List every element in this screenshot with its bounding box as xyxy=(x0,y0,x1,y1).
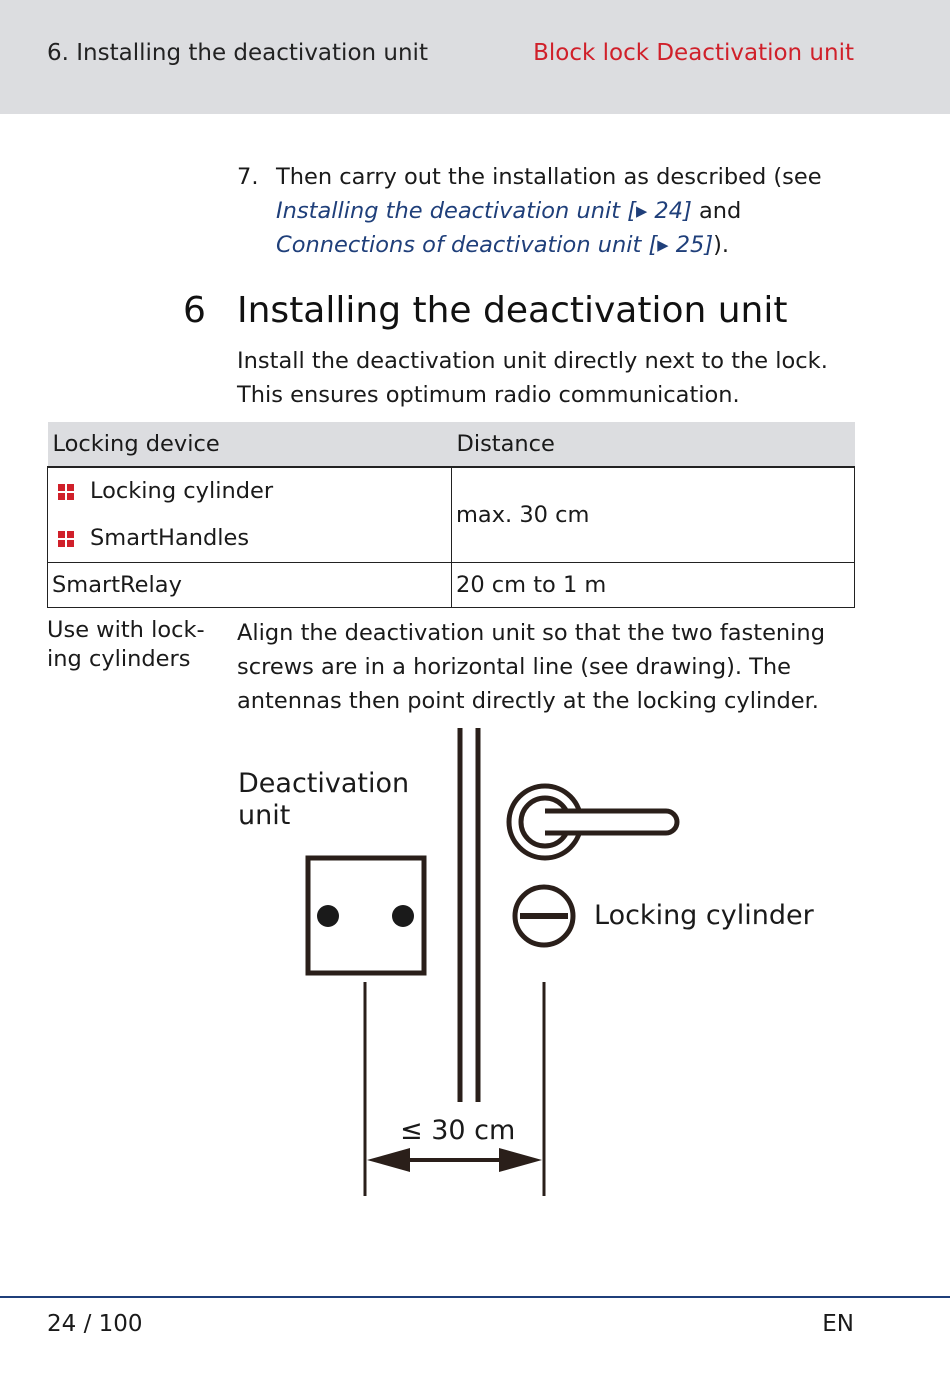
dimension-arrow-left-head xyxy=(367,1148,410,1172)
step-text-mid: and xyxy=(691,198,742,224)
bullet-icon xyxy=(58,531,74,547)
list-item xyxy=(52,515,447,562)
xref-installing-link[interactable]: Installing the deactivation unit [▸ 24] xyxy=(276,198,692,224)
table-row xyxy=(48,467,855,563)
step-text-before: Then carry out the installation as described (see xyxy=(276,164,822,190)
step-number: 7. xyxy=(237,164,259,190)
label-distance: ≤ 30 cm xyxy=(400,1115,516,1146)
table-cell-distance: max. 30 cm xyxy=(452,467,855,563)
table-header-row xyxy=(48,422,855,467)
device-list xyxy=(52,468,447,562)
section-number: 6 xyxy=(183,290,206,331)
handle-lever-icon xyxy=(545,811,677,833)
table-cell-distance: 20 cm to 1 m xyxy=(452,563,855,608)
distance-table xyxy=(47,422,855,608)
device-name: Locking cylinder xyxy=(90,478,274,504)
section-title: Installing the deactivation unit xyxy=(237,290,788,331)
usage-text: Align the deactivation unit so that the two fastening screws are in a horizontal line (see drawing). The antennas then point directly at the locking cylinder. xyxy=(237,620,825,714)
table-row xyxy=(48,563,855,608)
label-deactivation-unit: Deactivation unit xyxy=(238,768,410,831)
page-number: 24 / 100 xyxy=(47,1311,143,1337)
table-header-distance: Distance xyxy=(452,422,855,467)
table-header-device: Locking device xyxy=(48,422,452,467)
list-item xyxy=(52,468,447,515)
fastening-screw-right xyxy=(392,905,414,927)
footer-divider xyxy=(0,1296,950,1298)
table-cell-devices xyxy=(48,467,452,563)
step-text-after: ). xyxy=(713,232,730,258)
header-chapter: 6. Installing the deactivation unit xyxy=(47,40,428,66)
fastening-screw-left xyxy=(317,905,339,927)
usage-label: Use with lock-ing cylinders xyxy=(47,617,205,672)
language-code: EN xyxy=(822,1311,854,1337)
label-locking-cylinder: Locking cylinder xyxy=(594,900,814,931)
section-intro: Install the deactivation unit directly next to the lock. This ensures optimum radio communication. xyxy=(237,348,828,408)
xref-connections-link[interactable]: Connections of deactivation unit [▸ 25] xyxy=(276,232,714,258)
dimension-arrow-right-head xyxy=(499,1148,542,1172)
header-product: Block lock Deactivation unit xyxy=(533,40,854,66)
bullet-icon xyxy=(58,484,74,500)
table-cell-device: SmartRelay xyxy=(48,563,452,608)
step-7 xyxy=(237,160,857,262)
page-header xyxy=(0,0,950,114)
step-text xyxy=(276,160,857,262)
device-name: SmartHandles xyxy=(90,525,250,551)
